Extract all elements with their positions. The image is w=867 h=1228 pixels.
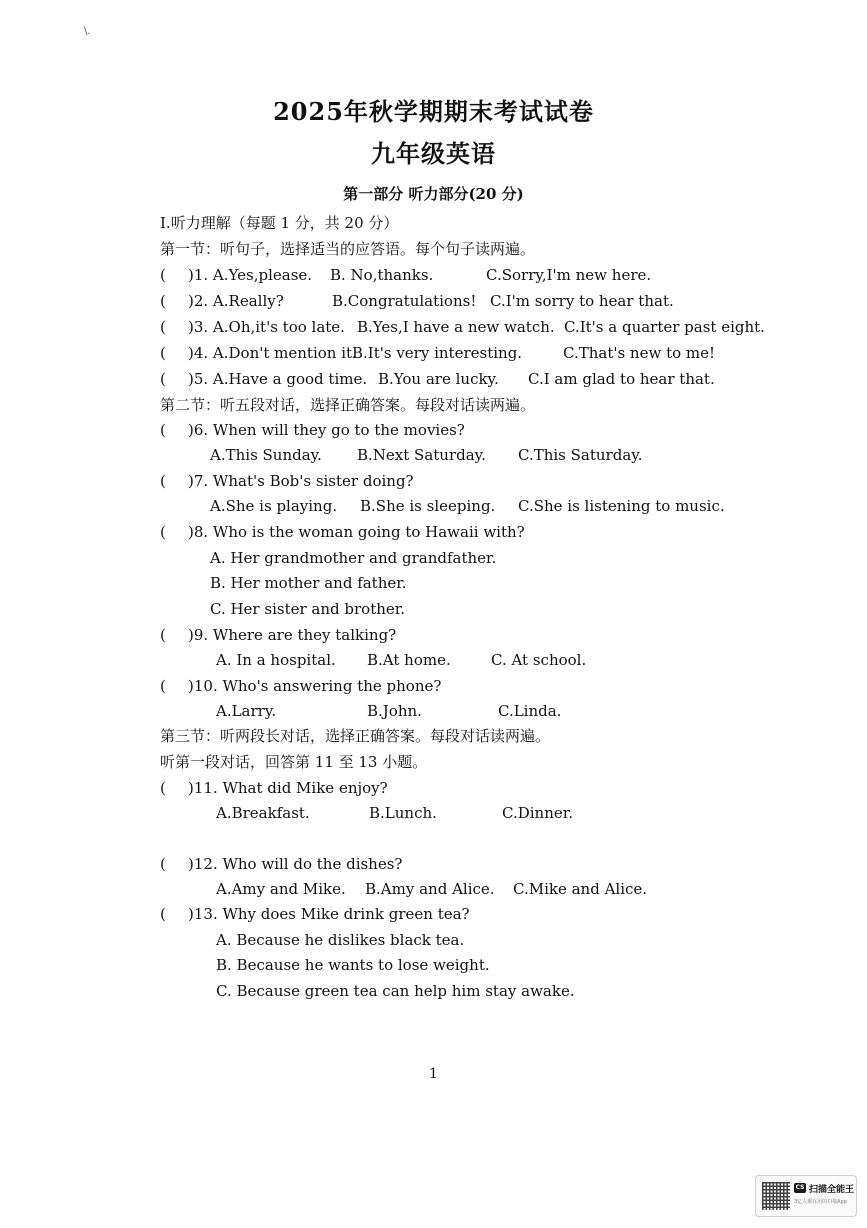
question-10 [160, 676, 780, 696]
answer-paren: ( [160, 677, 166, 695]
question-8 [160, 522, 780, 542]
answer-paren: ( [160, 370, 166, 388]
scanner-app-name: 扫描全能王 [809, 1185, 855, 1195]
q13-option-b: B. Because he wants to lose weight. [216, 956, 490, 974]
scanner-logo: CS [795, 1184, 805, 1191]
question-13 [160, 904, 780, 924]
question-stem: )11. What did Mike enjoy? [188, 779, 388, 797]
q12-option-c: C.Mike and Alice. [513, 880, 648, 898]
answer-paren: ( [160, 421, 166, 439]
answer-paren: ( [160, 472, 166, 490]
q7-option-a: A.She is playing. [210, 497, 338, 515]
question-stem: )9. Where are they talking? [188, 626, 397, 644]
question-stem: )8. Who is the woman going to Hawaii with? [188, 523, 525, 541]
page-number: 1 [429, 1066, 438, 1082]
question-1 [160, 265, 780, 285]
q13-option-c: C. Because green tea can help him stay awake. [216, 982, 575, 1000]
question-11 [160, 778, 780, 798]
q10-option-a: A.Larry. [216, 702, 277, 720]
q8-option-c: C. Her sister and brother. [210, 600, 406, 618]
q9-option-c: C. At school. [491, 651, 587, 669]
section3-sub1: 听第一段对话，回答第 11 至 13 小题。 [160, 753, 428, 771]
scan-mark: \. [84, 26, 91, 37]
q8-option-b: B. Her mother and father. [210, 574, 407, 592]
question-stem: )4. A.Don't mention it. [188, 344, 357, 362]
question-7 [160, 471, 780, 491]
question-12 [160, 854, 780, 874]
answer-paren: ( [160, 292, 166, 310]
answer-paren: ( [160, 266, 166, 284]
option-c: C.That's new to me! [563, 344, 716, 362]
question-stem: )12. Who will do the dishes? [188, 855, 403, 873]
answer-paren: ( [160, 523, 166, 541]
q10-option-b: B.John. [367, 702, 422, 720]
option-b: B.You are lucky. [378, 370, 499, 388]
option-c: C.It's a quarter past eight. [564, 318, 765, 336]
q7-option-c: C.She is listening to music. [518, 497, 725, 515]
question-9 [160, 625, 780, 645]
q13-option-a: A. Because he dislikes black tea. [216, 931, 465, 949]
question-5 [160, 369, 780, 389]
answer-paren: ( [160, 905, 166, 923]
scanner-tagline: 3亿人都在用的扫描App [794, 1199, 847, 1205]
question-3 [160, 317, 780, 337]
exam-subject: 九年级英语 [371, 139, 496, 168]
q12-option-a: A.Amy and Mike. [216, 880, 346, 898]
scanner-watermark [755, 1175, 857, 1217]
answer-paren: ( [160, 344, 166, 362]
q6-option-c: C.This Saturday. [518, 446, 643, 464]
part1-heading: 第一部分 听力部分(20 分) [343, 185, 524, 203]
q9-option-a: A. In a hospital. [216, 651, 336, 669]
q12-option-b: B.Amy and Alice. [365, 880, 495, 898]
question-stem: )5. A.Have a good time. [188, 370, 368, 388]
question-stem: )10. Who's answering the phone? [188, 677, 442, 695]
q6-option-a: A.This Sunday. [210, 446, 322, 464]
q9-option-b: B.At home. [367, 651, 451, 669]
question-6 [160, 420, 780, 440]
question-stem: )6. When will they go to the movies? [188, 421, 465, 439]
section-intro: I.听力理解（每题 1 分，共 20 分） [160, 214, 399, 232]
option-b: B.It's very interesting. [352, 344, 523, 362]
q11-option-a: A.Breakfast. [216, 804, 310, 822]
q10-option-c: C.Linda. [498, 702, 562, 720]
option-c: C.I am glad to hear that. [528, 370, 715, 388]
question-4 [160, 343, 780, 363]
q6-option-b: B.Next Saturday. [357, 446, 486, 464]
answer-paren: ( [160, 626, 166, 644]
exam-title: 2025年秋学期期末考试试卷 [273, 97, 594, 126]
option-b: B.Congratulations! [332, 292, 477, 310]
answer-paren: ( [160, 779, 166, 797]
section3-instruction: 第三节：听两段长对话，选择正确答案。每段对话读两遍。 [160, 727, 551, 745]
option-b: B. No,thanks. [330, 266, 434, 284]
option-c: C.Sorry,I'm new here. [486, 266, 652, 284]
answer-paren: ( [160, 855, 166, 873]
q7-option-b: B.She is sleeping. [360, 497, 496, 515]
question-stem: )13. Why does Mike drink green tea? [188, 905, 470, 923]
question-stem: )1. A.Yes,please. [188, 266, 313, 284]
question-2 [160, 291, 780, 311]
answer-paren: ( [160, 318, 166, 336]
question-stem: )7. What's Bob's sister doing? [188, 472, 414, 490]
q8-option-a: A. Her grandmother and grandfather. [210, 549, 497, 567]
option-b: B.Yes,I have a new watch. [357, 318, 555, 336]
qr-code-icon [762, 1182, 790, 1210]
section1-instruction: 第一节：听句子，选择适当的应答语。每个句子读两遍。 [160, 240, 536, 258]
q11-option-c: C.Dinner. [502, 804, 574, 822]
question-stem: )3. A.Oh,it's too late. [188, 318, 345, 336]
question-stem: )2. A.Really? [188, 292, 284, 310]
section2-instruction: 第二节：听五段对话，选择正确答案。每段对话读两遍。 [160, 396, 536, 414]
q11-option-b: B.Lunch. [369, 804, 437, 822]
option-c: C.I'm sorry to hear that. [490, 292, 674, 310]
